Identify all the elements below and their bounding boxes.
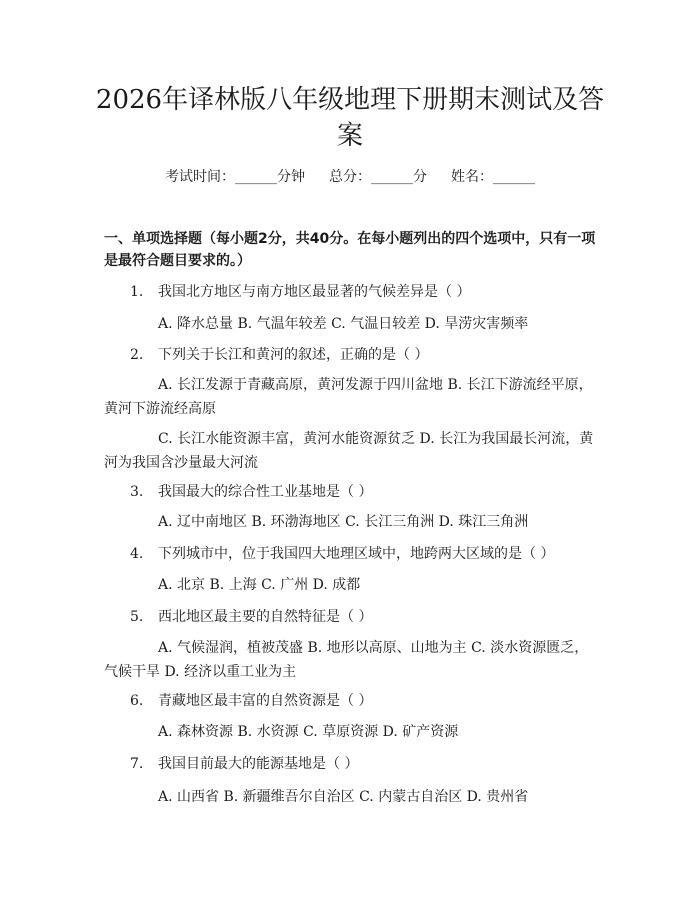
question-4-options: A. 北京 B. 上海 C. 广州 D. 成都 — [158, 577, 361, 593]
question-number: 4. — [130, 546, 144, 562]
question-3-options: A. 辽中南地区 B. 环渤海地区 C. 长江三角洲 D. 珠江三角洲 — [158, 514, 529, 530]
question-number: 2. — [130, 347, 144, 363]
question-7-options: A. 山西省 B. 新疆维吾尔自治区 C. 内蒙古自治区 D. 贵州省 — [158, 789, 529, 805]
question-stem: 下列城市中，位于我国四大地理区域中，地跨两大区域的是（ ） — [158, 546, 555, 562]
question-1-options: A. 降水总量 B. 气温年较差 C. 气温日较差 D. 旱涝灾害频率 — [158, 316, 529, 332]
question-stem: 我国目前最大的能源基地是（ ） — [158, 756, 359, 772]
question-number: 6. — [130, 693, 144, 709]
question-5 — [130, 606, 372, 628]
question-5-options: A. 气候湿润，植被茂盛 B. 地形以高原、山地为主 C. 淡水资源匮乏，气候干旱 D. 经济以重工业为主 — [104, 640, 589, 680]
question-number: 3. — [130, 484, 144, 500]
question-stem: 下列关于长江和黄河的叙述，正确的是（ ） — [158, 347, 429, 363]
total-score-field: 总分：______分 — [329, 169, 427, 185]
question-stem: 青藏地区最丰富的自然资源是（ ） — [158, 693, 373, 709]
question-number: 1. — [130, 284, 144, 300]
question-4 — [130, 543, 554, 565]
question-stem: 我国北方地区与南方地区最显著的气候差异是（ ） — [158, 284, 471, 300]
question-stem: 我国最大的综合性工业基地是（ ） — [158, 484, 373, 500]
question-2 — [130, 344, 428, 366]
question-number: 5. — [130, 609, 144, 625]
question-2-options-cd: C. 长江水能资源丰富，黄河水能资源贫乏 D. 长江为我国最长河流，黄河为我国含沙量最大河流 — [104, 431, 594, 471]
exam-meta-line — [0, 166, 700, 188]
question-2-options-ab: A. 长江发源于青藏高原，黄河发源于四川盆地 B. 长江下游流经平原，黄河下游流经高原 — [104, 377, 593, 417]
section-heading: 一、单项选择题（每小题2分，共40分。在每小题列出的四个选项中，只有一项是最符合题目要求的。） — [104, 231, 596, 269]
question-1 — [130, 281, 470, 303]
question-stem: 西北地区最主要的自然特征是（ ） — [158, 609, 373, 625]
exam-time-field: 考试时间：______分钟 — [165, 169, 305, 185]
question-number: 7. — [130, 756, 144, 772]
question-3 — [130, 481, 372, 503]
question-7 — [130, 753, 358, 775]
question-6 — [130, 690, 372, 712]
question-6-options: A. 森林资源 B. 水资源 C. 草原资源 D. 矿产资源 — [158, 724, 459, 740]
page-title: 2026年译林版八年级地理下册期末测试及答案 — [95, 85, 605, 151]
student-name-field: 姓名：______ — [451, 169, 535, 185]
